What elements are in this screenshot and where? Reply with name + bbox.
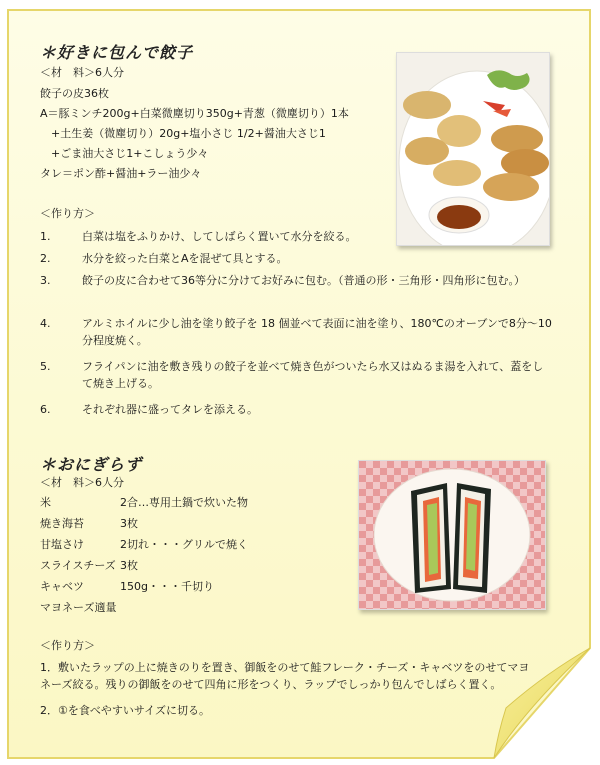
recipe1-line: A＝豚ミンチ200g+白菜微塵切り350g+青葱（微塵切り）1本 bbox=[40, 107, 349, 120]
gyoza-photo bbox=[396, 52, 550, 246]
gyoza-image bbox=[397, 53, 549, 245]
step-number: 5. bbox=[40, 360, 51, 373]
recipe1-step bbox=[40, 250, 560, 267]
recipe2-step: 2．①を食べやすいサイズに切る。 bbox=[40, 704, 210, 717]
ingredient-name: キャベツ bbox=[40, 580, 84, 593]
ingredient-qty: 2切れ・・・グリルで焼く bbox=[120, 538, 248, 551]
step-text: フライパンに油を敷き残りの餃子を並べて焼き色がついたら水又はぬるま湯を入れて、蓋をして焼き上げる。 bbox=[82, 360, 544, 390]
step-text: 白菜は塩をふりかけ、してしばらく置いて水分を絞る。 bbox=[82, 230, 357, 243]
ingredient-name: マヨネーズ適量 bbox=[40, 601, 117, 614]
recipe1-step bbox=[40, 315, 560, 349]
ingredient-name: 甘塩さけ bbox=[40, 538, 84, 551]
step-text: アルミホイルに少し油を塗り餃子を 18 個並べて表面に油を塗り、180℃のオーブンで8分～10 分程度焼く。 bbox=[82, 317, 552, 347]
recipe1-step bbox=[40, 401, 560, 418]
step-text: それぞれ器に盛ってタレを添える。 bbox=[82, 403, 258, 416]
step-number: 4. bbox=[40, 317, 51, 330]
recipe1-step bbox=[40, 272, 560, 306]
recipe1-line: +ごま油大さじ1+こしょう少々 bbox=[40, 147, 209, 160]
ingredient-qty: 2合…専用土鍋で炊いた物 bbox=[120, 496, 248, 509]
step-text: 水分を絞った白菜とAを混ぜて具とする。 bbox=[82, 252, 288, 265]
recipe1-line: +土生姜（微塵切り）20g+塩小さじ 1/2+醤油大さじ1 bbox=[40, 127, 326, 140]
recipe1-step bbox=[40, 228, 560, 245]
ingredient-name: スライスチーズ bbox=[40, 559, 116, 572]
recipe1-line: 餃子の皮36枚 bbox=[40, 87, 109, 100]
recipe1-step bbox=[40, 358, 560, 392]
step-number: 3. bbox=[40, 274, 51, 287]
onigirazu-image bbox=[359, 461, 545, 609]
recipe2-method-header: ＜作り方＞ bbox=[40, 639, 95, 652]
ingredient-qty: 150g・・・千切り bbox=[120, 580, 214, 593]
recipe1-method-header: ＜作り方＞ bbox=[40, 207, 95, 220]
ingredient-name: 焼き海苔 bbox=[40, 517, 84, 530]
step-number: 1. bbox=[40, 230, 51, 243]
ingredient-qty: 3枚 bbox=[120, 517, 138, 530]
recipe2-title: ＊おにぎらず bbox=[40, 455, 143, 474]
onigirazu-photo bbox=[358, 460, 546, 610]
recipe1-materials-header: ＜材 料＞6人分 bbox=[40, 66, 124, 79]
ingredient-name: 米 bbox=[40, 496, 51, 509]
step-number: 2. bbox=[40, 252, 51, 265]
recipe2-materials-header: ＜材 料＞6人分 bbox=[40, 476, 124, 489]
recipe1-line: タレ＝ポン酢+醤油+ラー油少々 bbox=[40, 167, 202, 180]
ingredient-qty: 3枚 bbox=[120, 559, 138, 572]
step-number: 6. bbox=[40, 403, 51, 416]
step-text: 餃子の皮に合わせて36等分に分けてお好みに包む。（普通の形・三角形・四角形に包む。） bbox=[82, 274, 525, 287]
recipe1-title: ＊好きに包んで餃子 bbox=[40, 43, 194, 62]
recipe-note bbox=[6, 8, 592, 760]
recipe2-step: 1．敷いたラップの上に焼きのりを置き、御飯をのせて鮭フレーク・チーズ・キャベツをのせてマヨネーズ絞る。残りの御飯をのせて四角に形をつくり、ラップでしっかり包んでしばらく置く。 bbox=[40, 661, 530, 691]
